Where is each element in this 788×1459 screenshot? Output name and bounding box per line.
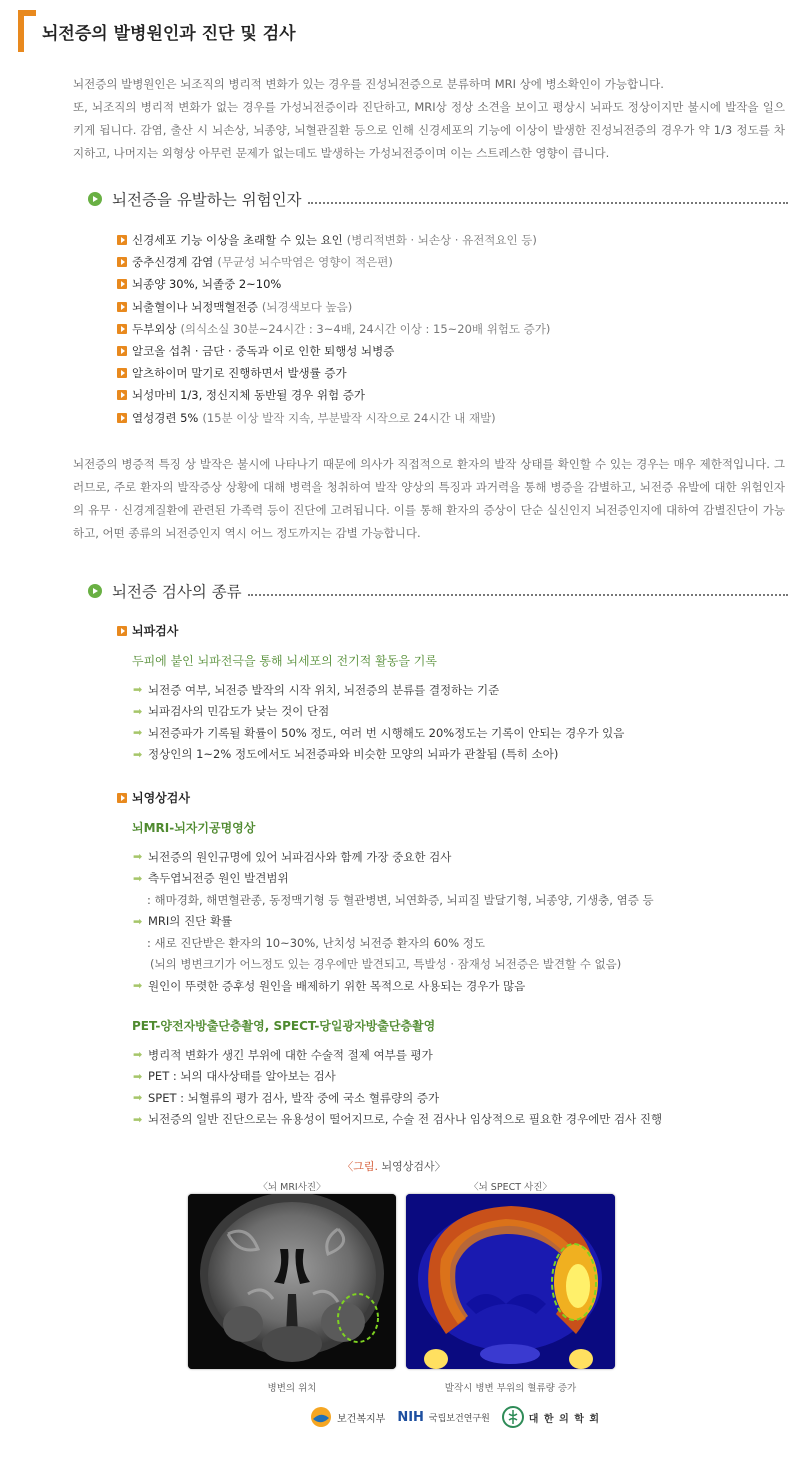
diagnosis-paragraph: 뇌전증의 병증적 특징 상 발작은 불시에 나타나기 때문에 의사가 직접적으로 환자의 발작 상태를 확인할 수 있는 경우는 매우 제한적입니다. 그러므로, 주로 환자의 발작증상 상황에 대해 병력을 청취하여 발작 양상의 특징과 과거력을 통해 병증을 감별하고, 뇌전증 유발에 대한 위험인자의 유무 · 신경계질환에 관련된 가족력 등이 진단에 고려됩니다. 이를 통해 환자의 증상이 단순 실신인지 뇌전증인지에 대하여 감별진단이 가능하고, 어떤 종류의 뇌전증인지 역시 어느 정도까지는 감별 가능합니다.: [73, 457, 785, 540]
mohw-logo-text: 보건복지부: [337, 1413, 386, 1425]
list-item: ➡ 병리적 변화가 생긴 부위에 대한 수술적 절제 여부를 평가: [133, 1047, 433, 1062]
kams-logo-text: 대 한 의 학 회: [528, 1413, 601, 1425]
orange-arrow-icon: [117, 279, 127, 289]
eeg-description: 두피에 붙인 뇌파전극을 통해 뇌세포의 전기적 활동을 기록: [132, 654, 437, 668]
risk-section-heading: [88, 188, 788, 210]
intro-line-2: 또, 뇌조직의 병리적 변화가 없는 경우를 가성뇌전증이라 진단하고, MRI상 정상 소견을 보이고 평상시 뇌파도 정상이지만 불시에 발작을 일으키게 됩니다. 감염, 출산 시 뇌손상, 뇌종양, 뇌혈관질환 등으로 인해 신경세포의 기능에 이상이 발생한 진성뇌전증의 경우가 약 1/3 정도를 차지하고, 나머지는 외형상 아무런 문제가 없는데도 발생하는 가성뇌전증이며 이는 스트레스한 영향이 큽니다.: [73, 100, 785, 160]
pet-spect-list: [133, 1044, 783, 1130]
risk-sub-text: (의식소실 30분~24시간 : 3~4배, 24시간 이상 : 15~20배 위험도 증가): [180, 321, 551, 336]
mri-heading: 뇌MRI-뇌자기공명영상: [132, 821, 256, 835]
mri-image-label: 〈뇌 MRI사진〉: [258, 1182, 326, 1193]
green-arrow-icon: ➡: [133, 979, 143, 993]
eeg-heading: [117, 622, 178, 639]
orange-arrow-icon: [117, 413, 127, 423]
exam-section-heading: [88, 580, 788, 602]
orange-arrow-icon: [117, 793, 127, 803]
risk-sub-text: (무균성 뇌수막염은 영향이 적은편): [217, 255, 393, 270]
list-item: ➡ MRI의 진단 확률: [133, 914, 233, 929]
list-item: ➡ 뇌전증파가 기록될 확률이 50% 정도, 여러 번 시행해도 20%정도는 기록이 안되는 경우가 있음: [133, 725, 625, 740]
mri-brain-image: [188, 1194, 396, 1369]
green-arrow-icon: ➡: [133, 850, 143, 864]
list-item: [117, 340, 777, 362]
mohw-emblem-icon: [310, 1406, 332, 1428]
risk-main-text: 뇌성마비 1/3, 정신지체 동반될 경우 위험 증가: [132, 388, 365, 403]
risk-main-text: 알츠하이머 말기로 진행하면서 발생률 증가: [132, 366, 347, 381]
orange-arrow-icon: [117, 346, 127, 356]
green-arrow-icon: ➡: [133, 1091, 143, 1105]
pet-spect-heading: PET-양전자방출단층촬영, SPECT-당일광자방출단층촬영: [132, 1019, 436, 1033]
risk-main-text: 뇌종양 30%, 뇌졸중 2~10%: [132, 277, 282, 292]
list-item: ➡ 뇌전증의 일반 진단으로는 유용성이 떨어지므로, 수술 전 검사나 임상적으로 필요한 경우에만 검사 진행: [133, 1112, 663, 1127]
imaging-heading: [117, 789, 190, 806]
mri-list: [133, 846, 783, 997]
figure-caption: [0, 1158, 788, 1174]
caption-prefix: 〈그림.: [342, 1160, 379, 1173]
list-item-continuation: : 새로 진단받은 환자의 10~30%, 난치성 뇌전증 환자의 60% 정도: [147, 935, 485, 950]
spect-image-caption: 발작시 병변 부위의 혈류량 증가: [444, 1383, 577, 1394]
green-arrow-icon: ➡: [133, 871, 143, 885]
green-arrow-icon: ➡: [133, 1069, 143, 1083]
risk-main-text: 신경세포 기능 이상을 초래할 수 있는 요인: [132, 233, 343, 248]
play-bullet-icon: [88, 192, 102, 206]
list-item: [117, 229, 777, 251]
dotted-divider: [248, 582, 788, 596]
risk-heading-text: 뇌전증을 유발하는 위험인자: [112, 191, 302, 209]
logo-bar: [310, 1402, 600, 1432]
mohw-logo: [310, 1406, 385, 1428]
risk-main-text: 두부외상: [132, 321, 177, 336]
orange-arrow-icon: [117, 368, 127, 378]
intro-paragraph: [73, 73, 785, 165]
list-item: [117, 362, 777, 384]
list-item-continuation: : 해마경화, 해면혈관종, 동정맥기형 등 혈관병변, 뇌연화증, 뇌피질 발달기형, 뇌종양, 기생충, 염증 등: [147, 892, 654, 907]
dotted-divider: [308, 190, 788, 204]
eeg-list: [133, 679, 783, 765]
orange-arrow-icon: [117, 324, 127, 334]
list-item: [117, 318, 777, 340]
kams-emblem-icon: [502, 1406, 524, 1428]
list-item: [117, 251, 777, 273]
green-arrow-icon: ➡: [133, 747, 143, 761]
orange-arrow-icon: [117, 302, 127, 312]
green-arrow-icon: ➡: [133, 914, 143, 928]
nih-logo-mark: NIH: [397, 1409, 424, 1425]
list-item: ➡ 원인이 뚜렷한 증후성 원인을 배제하기 위한 목적으로 사용되는 경우가 많음: [133, 978, 526, 993]
nih-logo: [397, 1410, 489, 1425]
mri-brain-graphic: [188, 1194, 396, 1369]
orange-arrow-icon: [117, 235, 127, 245]
risk-main-text: 중추신경계 감염: [132, 255, 214, 270]
list-item: ➡ 뇌전증의 원인규명에 있어 뇌파검사와 함께 가장 중요한 검사: [133, 849, 452, 864]
list-item: [117, 384, 777, 406]
intro-line-1: 뇌전증의 발병원인은 뇌조직의 병리적 변화가 있는 경우를 진성뇌전증으로 분류하며 MRI 상에 병소확인이 가능합니다.: [73, 77, 664, 91]
spect-image-label: 〈뇌 SPECT 사진〉: [469, 1182, 552, 1193]
page-title-block: [18, 10, 778, 52]
risk-main-text: 알코올 섭취 · 금단 · 중독과 이로 인한 퇴행성 뇌병증: [132, 344, 395, 359]
spect-brain-graphic: [406, 1194, 615, 1369]
exam-heading-text: 뇌전증 검사의 종류: [112, 583, 242, 601]
orange-arrow-icon: [117, 626, 127, 636]
green-arrow-icon: ➡: [133, 726, 143, 740]
green-arrow-icon: ➡: [133, 683, 143, 697]
risk-sub-text: (15분 이상 발작 지속, 부분발작 시작으로 24시간 내 재발): [202, 410, 496, 425]
list-item: ➡ 측두엽뇌전증 원인 발견범위: [133, 871, 289, 886]
risk-sub-text: (병리적변화 · 뇌손상 · 유전적요인 등): [346, 233, 537, 248]
mri-image-caption: 병변의 위치: [267, 1383, 317, 1394]
risk-factor-list: [117, 229, 777, 429]
list-item: ➡ 뇌전증 여부, 뇌전증 발작의 시작 위치, 뇌전증의 분류를 결정하는 기준: [133, 682, 500, 697]
page-title: 뇌전증의 발병원인과 진단 및 검사: [42, 24, 296, 44]
list-item: ➡ SPET : 뇌혈류의 평가 검사, 발작 중에 국소 혈류량의 증가: [133, 1090, 440, 1105]
list-item: [117, 273, 777, 295]
caption-title: 뇌영상검사〉: [381, 1160, 446, 1173]
risk-main-text: 뇌출혈이나 뇌정맥혈전증: [132, 299, 258, 314]
list-item: ➡ PET : 뇌의 대사상태를 알아보는 검사: [133, 1069, 336, 1084]
green-arrow-icon: ➡: [133, 1048, 143, 1062]
imaging-heading-text: 뇌영상검사: [132, 791, 190, 805]
play-bullet-icon: [88, 584, 102, 598]
list-item: ➡ 뇌파검사의 민감도가 낮는 것이 단점: [133, 704, 330, 719]
list-item: [117, 296, 777, 318]
nih-logo-text: 국립보건연구원: [428, 1413, 490, 1424]
spect-brain-image: [406, 1194, 615, 1369]
title-bracket-decoration: [18, 10, 36, 52]
kams-logo: [502, 1406, 600, 1428]
list-item-continuation: (뇌의 병변크기가 어느정도 있는 경우에만 발견되고, 특발성 · 잠재성 뇌전증은 발견할 수 없음): [150, 957, 622, 972]
orange-arrow-icon: [117, 390, 127, 400]
risk-sub-text: (뇌경색보다 높음): [261, 299, 353, 314]
green-arrow-icon: ➡: [133, 704, 143, 718]
risk-main-text: 열성경련 5%: [132, 410, 199, 425]
orange-arrow-icon: [117, 257, 127, 267]
list-item: [117, 407, 777, 429]
list-item: ➡ 정상인의 1~2% 정도에서도 뇌전증파와 비슷한 모양의 뇌파가 관찰됨 (특히 소아): [133, 747, 559, 762]
green-arrow-icon: ➡: [133, 1112, 143, 1126]
eeg-heading-text: 뇌파검사: [132, 624, 179, 638]
